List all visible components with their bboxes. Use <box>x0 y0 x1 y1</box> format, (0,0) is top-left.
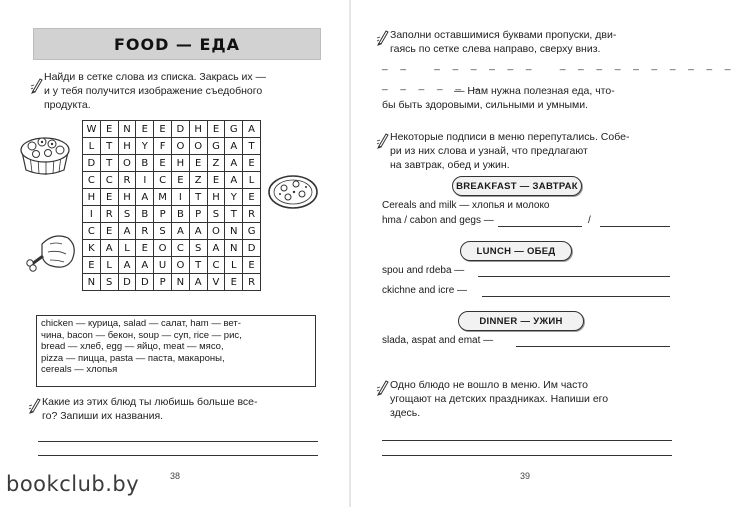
grid-cell[interactable]: E <box>207 172 225 189</box>
grid-cell[interactable]: A <box>189 274 207 291</box>
grid-cell[interactable]: T <box>225 206 243 223</box>
grid-cell[interactable]: H <box>118 138 136 155</box>
grid-cell[interactable]: P <box>154 206 172 223</box>
grid-cell[interactable]: E <box>154 121 172 138</box>
grid-cell[interactable]: A <box>207 240 225 257</box>
grid-cell[interactable]: E <box>100 223 118 240</box>
breakfast-label <box>452 176 582 196</box>
grid-cell[interactable]: L <box>83 138 101 155</box>
grid-cell[interactable]: R <box>243 206 261 223</box>
answer-line[interactable] <box>482 296 670 297</box>
grid-cell[interactable]: S <box>189 240 207 257</box>
answer-line[interactable] <box>382 440 672 441</box>
pencil-icon <box>376 378 390 396</box>
grid-cell[interactable]: U <box>154 257 172 274</box>
grid-cell[interactable]: S <box>118 206 136 223</box>
vocab-line: чина, bacon — бекон, soup — суп, rice — рис, <box>41 329 242 341</box>
grid-cell[interactable]: Y <box>136 138 154 155</box>
grid-cell[interactable]: A <box>171 223 189 240</box>
page-number: 38 <box>170 471 181 481</box>
instruction-line: и у тебя получится изображение съедобного <box>44 85 263 97</box>
grid-cell[interactable]: A <box>225 172 243 189</box>
grid-cell[interactable]: D <box>136 274 154 291</box>
grid-cell[interactable]: S <box>154 223 172 240</box>
grid-cell[interactable]: A <box>118 223 136 240</box>
page-title: FOOD — ЕДА <box>113 34 241 54</box>
pencil-icon <box>30 76 44 94</box>
lunch-row: ckichne and icre — <box>382 285 468 296</box>
section-banner <box>33 28 321 60</box>
question-line: угощают на детских праздниках. Напиши его <box>390 393 609 405</box>
instruction-line: на завтрак, обед и ужин. <box>390 159 510 171</box>
grid-cell[interactable]: E <box>243 155 261 172</box>
grid-row <box>83 257 261 274</box>
grid-cell[interactable]: A <box>136 189 154 206</box>
grid-cell[interactable]: K <box>83 240 101 257</box>
question-line: здесь. <box>390 407 421 419</box>
pencil-icon <box>376 131 390 149</box>
fill-gaps-instruction <box>390 28 616 56</box>
grid-cell[interactable]: H <box>189 121 207 138</box>
dinner-label <box>458 311 584 331</box>
grid-cell[interactable]: A <box>189 223 207 240</box>
grid-cell[interactable]: E <box>100 121 118 138</box>
grid-cell[interactable]: O <box>118 155 136 172</box>
sentence-text <box>382 98 588 112</box>
grid-cell[interactable]: C <box>100 172 118 189</box>
dinner-label-text: DINNER — УЖИН <box>479 315 563 327</box>
grid-row <box>83 189 261 206</box>
grid-cell[interactable]: P <box>154 274 172 291</box>
grid-cell[interactable]: E <box>136 121 154 138</box>
instruction-line: Заполни оставшимися буквами пропуски, дви- <box>390 29 617 41</box>
word-search-grid <box>82 120 261 291</box>
grid-row <box>83 223 261 240</box>
question-line: Одно блюдо не вошло в меню. Им часто <box>390 379 588 391</box>
grid-cell[interactable]: H <box>83 189 101 206</box>
grid-cell[interactable]: E <box>225 274 243 291</box>
grid-cell[interactable]: S <box>100 274 118 291</box>
breakfast-scrambled: hma / cabon and gegs — <box>382 215 494 226</box>
grid-cell[interactable]: E <box>83 257 101 274</box>
right-page <box>350 0 735 507</box>
answer-line[interactable] <box>600 226 670 227</box>
grid-row <box>83 206 261 223</box>
separator-slash: / <box>588 215 591 226</box>
vocab-line: chicken — курица, salad — салат, ham — вет- <box>41 318 241 329</box>
grid-cell[interactable]: W <box>83 121 101 138</box>
grid-cell[interactable]: C <box>207 257 225 274</box>
grid-cell[interactable]: B <box>136 206 154 223</box>
grid-cell[interactable]: H <box>118 189 136 206</box>
lunch-label <box>460 241 572 261</box>
grid-cell[interactable]: I <box>136 172 154 189</box>
grid-cell[interactable]: L <box>243 172 261 189</box>
left-page <box>0 0 350 507</box>
dinner-row: slada, aspat and emat — <box>382 335 494 346</box>
grid-cell[interactable]: T <box>189 257 207 274</box>
grid-cell[interactable]: N <box>83 274 101 291</box>
grid-instruction <box>44 70 266 112</box>
sentence-text <box>454 84 615 98</box>
grid-cell[interactable]: O <box>189 138 207 155</box>
pencil-icon <box>28 396 42 414</box>
grid-cell[interactable]: R <box>136 223 154 240</box>
grid-cell[interactable]: M <box>154 189 172 206</box>
grid-cell[interactable]: A <box>100 240 118 257</box>
grid-cell[interactable]: D <box>243 240 261 257</box>
grid-cell[interactable]: I <box>171 189 189 206</box>
grid-cell[interactable]: P <box>189 206 207 223</box>
grid-cell[interactable]: C <box>83 172 101 189</box>
grid-cell[interactable]: L <box>118 240 136 257</box>
grid-cell[interactable]: O <box>171 257 189 274</box>
instruction-line: Найди в сетке слова из списка. Закрась их — <box>44 71 267 83</box>
grid-cell[interactable]: C <box>171 240 189 257</box>
letter-gaps-row[interactable]: _ _ _ _ _ _ <box>382 80 485 91</box>
grid-cell[interactable]: A <box>136 257 154 274</box>
grid-cell[interactable]: E <box>154 155 172 172</box>
grid-cell[interactable]: Z <box>207 155 225 172</box>
grid-cell[interactable]: T <box>189 189 207 206</box>
vocabulary-box <box>36 315 316 387</box>
grid-cell[interactable]: H <box>207 189 225 206</box>
vocab-line: bread — хлеб, egg — яйцо, meat — мясо, <box>41 341 224 353</box>
grid-row <box>83 274 261 291</box>
grid-cell[interactable]: T <box>100 138 118 155</box>
grid-cell[interactable]: C <box>83 223 101 240</box>
grid-cell[interactable]: Z <box>189 172 207 189</box>
lunch-row: spou and rdeba — <box>382 265 465 276</box>
answer-line[interactable] <box>382 455 672 456</box>
grid-cell[interactable]: D <box>83 155 101 172</box>
grid-cell[interactable]: S <box>207 206 225 223</box>
grid-cell[interactable]: E <box>207 121 225 138</box>
grid-cell[interactable]: T <box>243 138 261 155</box>
grid-cell[interactable]: G <box>207 138 225 155</box>
grid-cell[interactable]: B <box>171 206 189 223</box>
vocab-line: cereals — хлопья <box>41 364 118 376</box>
chicken-leg-icon <box>24 230 80 276</box>
grid-cell[interactable]: A <box>243 121 261 138</box>
lunch-label-text: LUNCH — ОБЕД <box>476 245 556 257</box>
grid-row <box>83 172 261 189</box>
cake-icon <box>16 126 74 178</box>
instruction-line: продукта. <box>44 99 91 111</box>
grid-cell[interactable]: G <box>243 223 261 240</box>
sentence-line: — Нам нужна полезная еда, что- <box>454 85 615 97</box>
grid-cell[interactable]: E <box>189 155 207 172</box>
grid-cell[interactable]: E <box>243 257 261 274</box>
grid-cell[interactable]: T <box>100 155 118 172</box>
favorite-dishes-question <box>42 395 258 423</box>
sentence-line: бы быть здоровыми, сильными и умными. <box>382 99 589 111</box>
instruction-line: Некоторые подписи в меню перепутались. Собе- <box>390 131 630 143</box>
answer-line[interactable] <box>38 455 318 456</box>
grid-cell[interactable]: E <box>243 189 261 206</box>
question-line: Какие из этих блюд ты любишь больше все- <box>42 396 258 408</box>
page-number: 39 <box>520 471 531 481</box>
pencil-icon <box>376 28 390 46</box>
grid-cell[interactable]: O <box>154 240 172 257</box>
grid-cell[interactable]: E <box>171 172 189 189</box>
answer-line[interactable] <box>498 226 582 227</box>
grid-cell[interactable]: F <box>154 138 172 155</box>
pizza-icon <box>266 172 320 212</box>
grid-cell[interactable]: R <box>243 274 261 291</box>
instruction-line: гаясь по сетке слева направо, сверху вниз. <box>390 43 601 55</box>
grid-row <box>83 240 261 257</box>
grid-cell[interactable]: N <box>118 121 136 138</box>
vocab-line: pizza — пицца, pasta — паста, макароны, <box>41 352 225 364</box>
grid-cell[interactable]: E <box>100 189 118 206</box>
grid-cell[interactable]: C <box>154 172 172 189</box>
grid-cell[interactable]: A <box>225 155 243 172</box>
question-line: го? Запиши их названия. <box>42 410 164 422</box>
grid-cell[interactable]: R <box>118 172 136 189</box>
grid-cell[interactable]: V <box>207 274 225 291</box>
extra-dish-question <box>390 378 608 420</box>
answer-line[interactable] <box>478 276 670 277</box>
breakfast-label-text: BREAKFAST — ЗАВТРАК <box>456 180 578 192</box>
answer-line[interactable] <box>38 441 318 442</box>
grid-cell[interactable]: O <box>207 223 225 240</box>
breakfast-example: Cereals and milk — хлопья и молоко <box>382 200 550 211</box>
grid-row <box>83 121 261 138</box>
menu-instruction <box>390 130 629 172</box>
grid-cell[interactable]: B <box>136 155 154 172</box>
grid-cell[interactable]: O <box>171 138 189 155</box>
grid-cell[interactable]: H <box>171 155 189 172</box>
grid-cell[interactable]: N <box>225 223 243 240</box>
watermark: bookclub.by <box>6 472 140 496</box>
grid-cell[interactable]: Y <box>225 189 243 206</box>
grid-row <box>83 138 261 155</box>
grid-cell[interactable]: E <box>136 240 154 257</box>
grid-cell[interactable]: N <box>171 274 189 291</box>
grid-cell[interactable]: L <box>100 257 118 274</box>
grid-cell[interactable]: D <box>171 121 189 138</box>
grid-cell[interactable]: R <box>100 206 118 223</box>
grid-cell[interactable]: A <box>225 138 243 155</box>
grid-cell[interactable]: I <box>83 206 101 223</box>
letter-gaps-row[interactable]: _ _ _ _ _ _ _ _ _ _ _ _ _ _ _ _ _ _ <box>382 60 735 71</box>
instruction-line: ри из них слова и узнай, что предлагают <box>390 145 588 157</box>
grid-cell[interactable]: G <box>225 121 243 138</box>
grid-row <box>83 155 261 172</box>
grid-cell[interactable]: A <box>118 257 136 274</box>
grid-cell[interactable]: L <box>225 257 243 274</box>
grid-cell[interactable]: D <box>118 274 136 291</box>
grid-cell[interactable]: N <box>225 240 243 257</box>
answer-line[interactable] <box>516 346 670 347</box>
